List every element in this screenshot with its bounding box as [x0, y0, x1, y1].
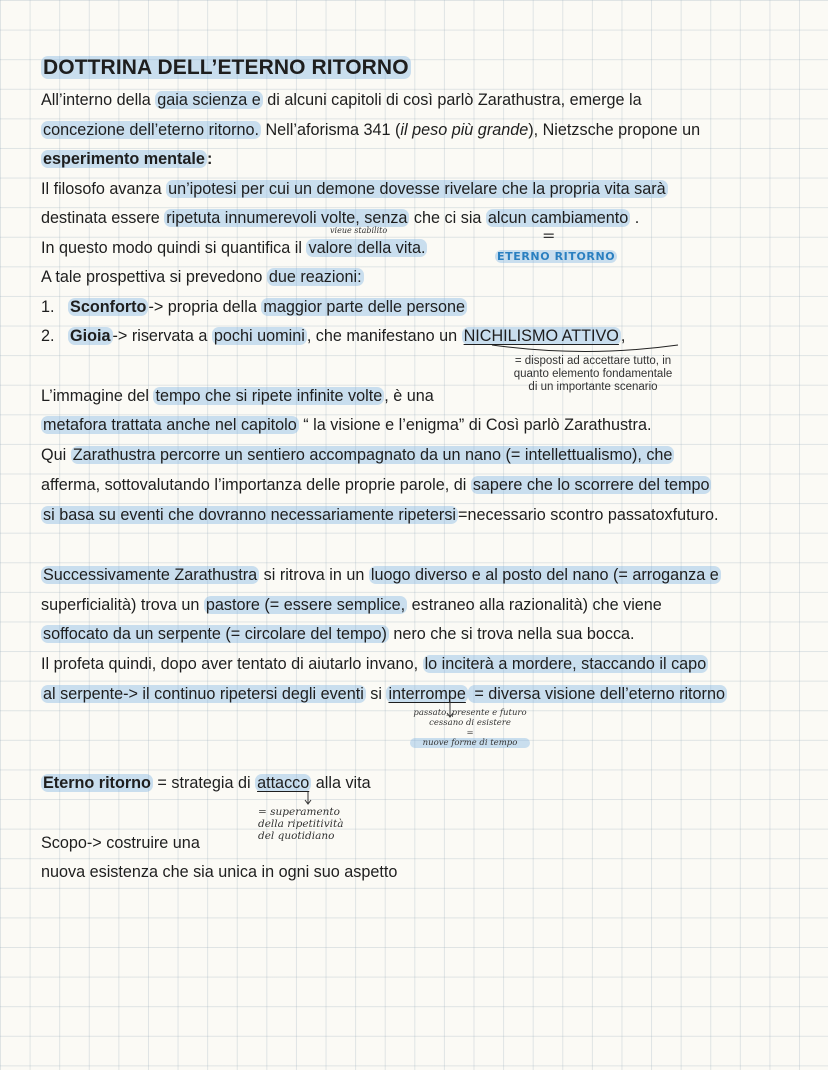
page-title: DOTTRINA DELL’ETERNO RITORNO — [43, 56, 409, 79]
scopo-line-2: nuova esistenza che sia unica in ogni suo aspetto — [41, 863, 398, 881]
handwritten-equals: = — [542, 226, 556, 245]
p2-line-1: Il filosofo avanza un’ipotesi per cui un demone dovesse rivelare che la propria vita sarà — [41, 180, 666, 198]
eterno-ritorno-note: ETERNO RITORNO — [497, 250, 616, 263]
attacco-arrow-head — [305, 800, 311, 804]
p2-line-4: A tale prospettiva si prevedono due reazioni: — [41, 268, 362, 286]
p1-line-3: esperimento mentale : — [43, 150, 213, 168]
handwritten-note-vita: vieue stabilito — [330, 226, 388, 235]
list-item-2: 2. Gioia -> riservata a pochi uomini , che manifestano un NICHILISMO ATTIVO , — [41, 327, 626, 345]
p4-line-5: al serpente-> il continuo ripetersi degli eventi si interrompe = diversa visione dell’eterno ritorno — [43, 685, 725, 703]
nichilismo-note: = disposti ad accettare tutto, in quanto elemento fondamentale di un importante scenario — [513, 355, 673, 393]
p3-line-5: si basa su eventi che dovranno necessariamente ripetersi =necessario scontro passatoxfuturo. — [43, 506, 719, 524]
p3-line-4: afferma, sottovalutando l’importanza delle proprie parole, di sapere che lo scorrere del tempo — [41, 476, 710, 494]
p1-line-1: All’interno della gaia scienza e di alcuni capitoli di così parlò Zarathustra, emerge la — [41, 91, 642, 109]
p3-line-1: L’immagine del tempo che si ripete infinite volte , è una — [41, 387, 434, 405]
p1-line-2: concezione dell’eterno ritorno. Nell’aforisma 341 (il peso più grande), Nietzsche propone un — [43, 121, 701, 139]
p4-line-3: soffocato da un serpente (= circolare del tempo) nero che si trova nella sua bocca. — [43, 625, 635, 643]
interrompe-note: passato, presente e futuro cessano di esistere = nuove forme di tempo — [410, 708, 530, 748]
attacco-note: = superamento della ripetitività del quotidiano — [258, 806, 344, 842]
p3-line-2: metafora trattata anche nel capitolo “ la visione e l’enigma” di Così parlò Zarathustra. — [43, 416, 652, 434]
p2-line-3: In questo modo quindi si quantifica il valore della vita. — [41, 239, 426, 257]
p2-line-2: destinata essere ripetuta innumerevoli volte, senza che ci sia alcun cambiamento . — [41, 209, 640, 227]
p3-line-3: Qui Zarathustra percorre un sentiero accompagnato da un nano (= intellettualismo), che — [41, 446, 673, 464]
list-item-1: 1. Sconforto -> propria della maggior parte delle persone — [41, 298, 465, 316]
scopo-line-1: Scopo-> costruire una — [41, 834, 200, 852]
p4-line-1: Successivamente Zarathustra si ritrova in un luogo diverso e al posto del nano (= arroganza e — [43, 566, 719, 584]
eterno-ritorno-line: Eterno ritorno = strategia di attacco alla vita — [43, 774, 371, 792]
p4-line-4: Il profeta quindi, dopo aver tentato di aiutarlo invano, lo inciterà a mordere, staccando il capo — [41, 655, 707, 673]
p4-line-2: superficialità) trova un pastore (= essere semplice, estraneo alla razionalità) che viene — [41, 596, 662, 614]
